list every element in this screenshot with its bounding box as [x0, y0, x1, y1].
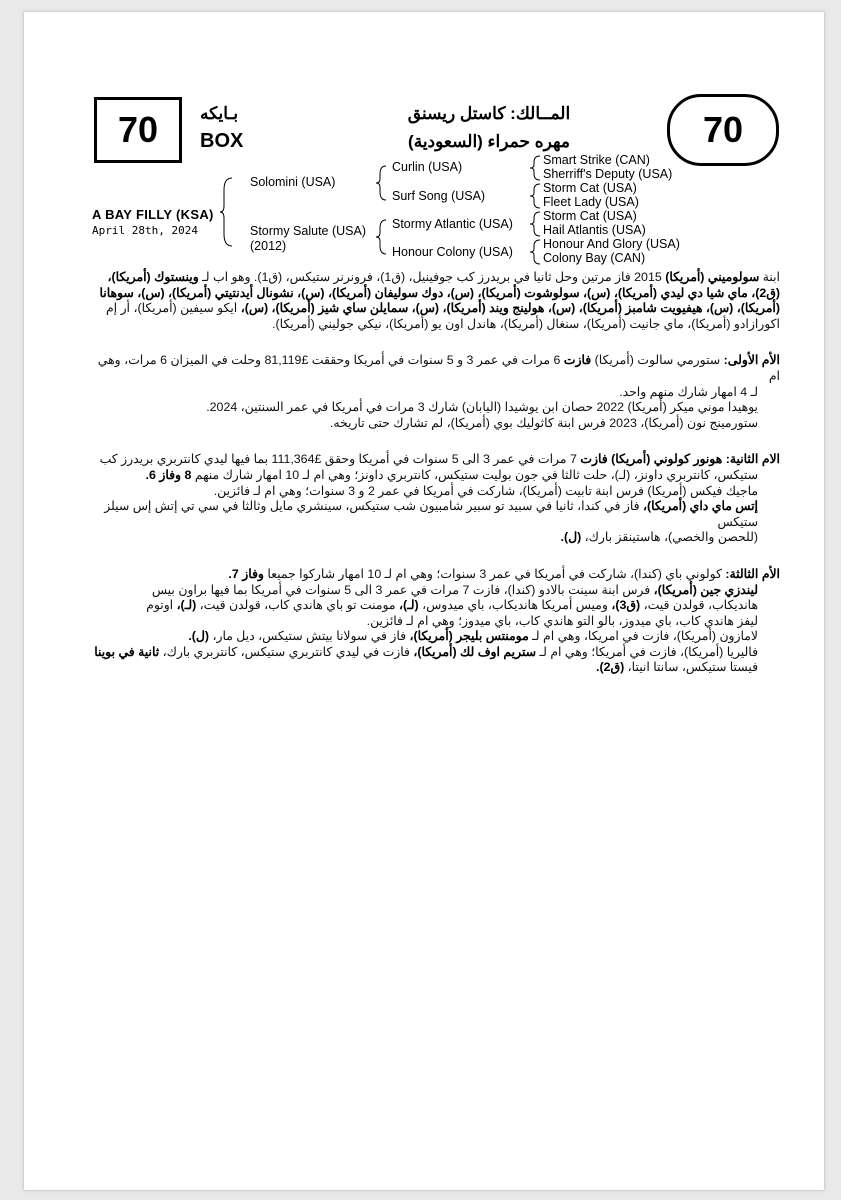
text-line: ستيكس، كانتربري داونز، (لـ)، حلت ثالثا في جون بوليت ستيكس، كانتربري داونز؛ وهي ام لـ 10 امهار شارك منهم 8 وفاز 6.: [145, 467, 758, 482]
box-label-english: BOX: [200, 130, 244, 152]
catalogue-page: [24, 12, 824, 1190]
text-line: (للحصن والخصي)، هاستينقز بارك، (ل).: [560, 530, 758, 545]
pedigree-brace: [376, 218, 388, 256]
pedigree-brace: [530, 210, 542, 240]
ancestor-storm-cat: Storm Cat (USA): [543, 209, 637, 223]
dam-year: (2012): [250, 239, 287, 253]
text-line: هانديكاب، قولدن قيت، (ق3)، وميس أمريكا هانديكاب، باي ميدوس، (لـ)، مومنت تو باي هاندي كاب، قولدن قيت، (لـ)، اوتوم: [146, 598, 758, 613]
text-line: (ق2)، ماي شيا دي ليدي (أمريكا)، (س)، سولوشوت (أمريكا)، (س)، دوك سوليفان (أمريكا)، (س)، نشونال أيدنتيتي (أمريكا)، (س)، سوهانا: [99, 285, 780, 300]
dam-name: Stormy Salute (USA): [250, 224, 367, 238]
text-line: الأم الثالثة: كولوني باي (كندا)، شاركت في أمريكا في عمر 3 سنوات؛ وهي ام لـ 10 امهار شاركوا جميعا وفاز 7.: [228, 566, 780, 581]
ancestor-honour-and-glory: Honour And Glory (USA): [543, 237, 680, 251]
second-dam-section: [90, 452, 780, 546]
text-line: الام الثانية: هونور كولوني (أمريكا) فازت 7 مرات في عمر 3 الى 5 سنوات في أمريكا وحقق £111,364 بما فيها ليدي كانتربري بريدرز كب: [99, 452, 780, 467]
third-dam-section: [90, 567, 780, 676]
horse-name: A BAY FILLY (KSA): [92, 207, 214, 222]
filly-description: مهره حمراء (السعودية): [408, 132, 570, 151]
first-dam-section: [90, 353, 780, 431]
produce-entry: ستورمينج نون (أمريكا)، 2023 فرس ابنة كاثوليك بوي (أمريكا)، لم تشارك حتى تاريخه.: [329, 415, 758, 430]
produce-entry: ليندزي جين (أمريكا)، فرس ابنة سينت بالادو (كندا)، فازت 7 مرات في عمر 3 الى 5 سنوات في أمريكا بما فيها براون بيس: [151, 582, 758, 597]
catalogue-body: [90, 270, 780, 676]
dam-sire: Stormy Atlantic (USA): [392, 217, 513, 231]
text-line: لـ 4 امهار شارك منهم واحد.: [619, 384, 758, 399]
ancestor-hail-atlantis: Hail Atlantis (USA): [543, 223, 646, 237]
lot-number-oval: 70: [667, 94, 779, 166]
sire-dam: Surf Song (USA): [392, 189, 486, 203]
produce-entry: يوهيدا موني ميكر (أمريكا) 2022 حصان ابن يوشيدا (اليابان) شارك 3 مرات في أمريكا في عمر السنتين، 2024.: [206, 400, 758, 415]
pedigree-brace: [376, 164, 388, 202]
ancestor-storm-cat: Storm Cat (USA): [543, 181, 637, 195]
produce-entry: لامازون (أمريكا)، فازت في امريكا، وهي ام لـ مومنتس بليجر (أمريكا)، فاز في سولانا بيتش ستيكس، ديل مار، (ل).: [188, 629, 758, 644]
pedigree-brace: [530, 154, 542, 184]
ancestor-smart-strike: Smart Strike (CAN): [543, 153, 650, 167]
pedigree-brace: [220, 172, 234, 252]
foaling-date: April 28th, 2024: [92, 224, 198, 237]
text-line: فيستا ستيكس، سانتا انيتا، (ق2).: [596, 660, 758, 675]
ancestor-sherriffs-deputy: Sherriff's Deputy (USA): [543, 167, 673, 181]
ancestor-fleet-lady: Fleet Lady (USA): [543, 195, 639, 209]
text-line: اكورازادو (أمريكا)، ماي جانيت (أمريكا)، سنغال (أمريكا)، هاندل اون يو (أمريكا)، نيكي جوليني (أمريكا).: [272, 316, 780, 331]
produce-entry: فاليريا (أمريكا)، فازت في أمريكا؛ وهي ام لـ ستريم اوف لك (أمريكا)، فازت في ليدي كانتربري ستيكس، كانتربري بارك، ثانية في بوينا: [94, 644, 758, 659]
text-line: ابنة سولوميني (أمريكا) 2015 فاز مرتين وحل ثانيا في بريدرز كب جوفينيل، (ق1)، فرونرنر ستيكس، (ق1). وهو اب لـ وينستوك (أمريكا)،: [107, 270, 780, 284]
sire-name: Solomini (USA): [250, 175, 336, 189]
text-line: ليفز هاندي كاب، باي ميدوز، بالو التو هاندي كاب، باي ميدوز؛ وهي ام لـ فائزين.: [366, 613, 758, 628]
text-line: الأم الأولى: ستورمي سالوت (أمريكا) فازت 6 مرات في عمر 3 و 5 سنوات في أمريكا وحققت £81,119 وحلت في الميزان 6 مرات، وهي ام: [97, 353, 780, 383]
box-label-arabic: بـايكه: [200, 104, 239, 123]
ancestor-colony-bay: Colony Bay (CAN): [543, 251, 646, 265]
produce-entry: إتس ماي داي (أمريكا)، فاز في كندا، ثانيا في سبيد تو سبير شامبيون شب ستيكس، سينشري مايل وثالثا في سي تي إتش إس سيلز ستيكس: [104, 499, 758, 529]
pedigree-brace: [530, 238, 542, 268]
text-line: (أمريكا)، (س)، هيفيويت شامبز (أمريكا)، (س)، هولينج ويند (أمريكا)، (س)، سمايلن ساي شيز (أمريكا)، (س)، ايكو سيفين (أمريكا)، أر إم: [106, 301, 780, 316]
dam-dam: Honour Colony (USA): [392, 245, 513, 259]
produce-entry: ماجيك فيكس (أمريكا) فرس ابنة تابيت (أمريكا)، شاركت في أمريكا في عمر 2 و 3 سنوات؛ وهي ام لـ فائزين.: [213, 483, 758, 498]
lot-number-box: 70: [94, 97, 182, 163]
sire-sire: Curlin (USA): [392, 160, 463, 174]
sire-paragraph: [90, 270, 780, 332]
owner-line: المــالك: كاستل ريسنق: [407, 104, 571, 123]
pedigree-brace: [530, 182, 542, 212]
